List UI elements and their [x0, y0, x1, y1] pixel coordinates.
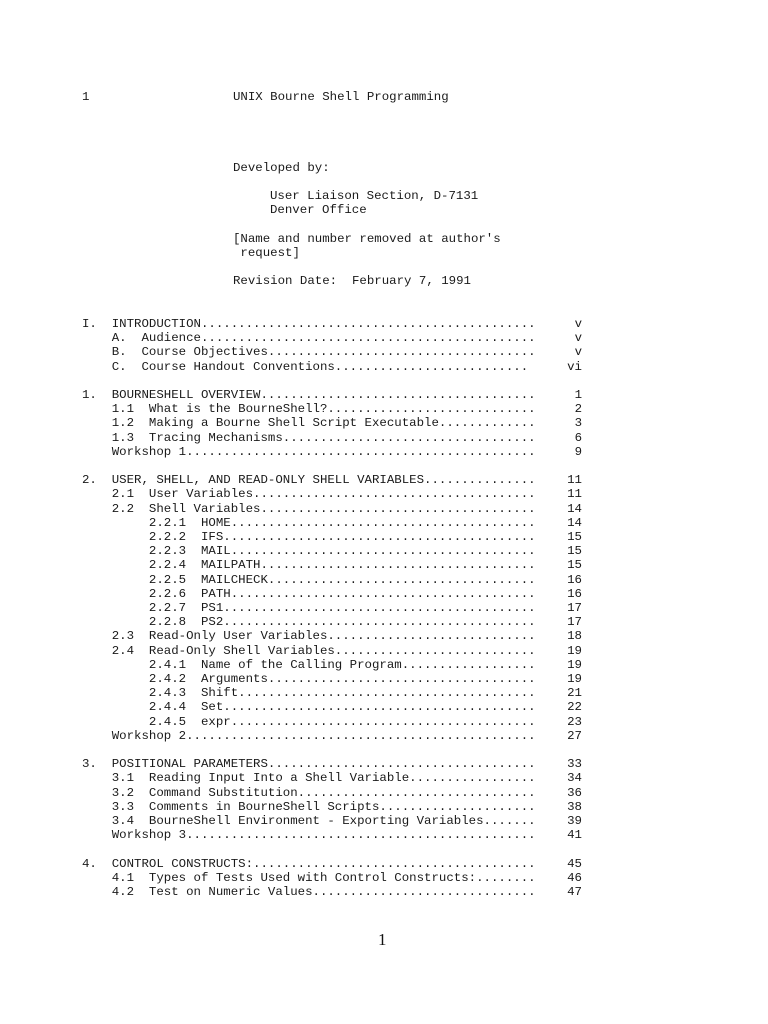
toc-entry-page: 23 — [567, 714, 582, 729]
toc-entry-page: 11 — [567, 487, 582, 502]
toc-entry-label: 2.3 Read-Only User Variables............................ — [82, 629, 536, 644]
toc-entry — [82, 360, 582, 374]
footer-page-number: 1 — [378, 930, 387, 949]
toc-entry-page: 21 — [567, 686, 582, 701]
toc-entry-label: 2.4.2 Arguments.................................... — [82, 672, 536, 686]
toc-entry — [82, 388, 582, 402]
toc-entry-label: 2.2.7 PS1.......................................... — [82, 601, 536, 615]
toc-entry — [82, 473, 582, 487]
toc-entry — [82, 700, 582, 714]
toc-entry — [82, 345, 582, 359]
toc-entry-page: 17 — [567, 601, 582, 615]
toc-entry-label: 2.4 Read-Only Shell Variables........................... — [82, 643, 536, 658]
toc-entry-label: 2.2 Shell Variables..................................... — [82, 501, 536, 516]
toc-entry — [82, 771, 582, 785]
toc-entry-page: 11 — [567, 473, 582, 488]
toc-entry — [82, 786, 582, 800]
toc-entry — [82, 573, 582, 587]
toc-entry-page: 38 — [567, 799, 582, 814]
toc-entry-page: 33 — [567, 757, 582, 772]
toc-entry-label: 2.2.8 PS2.......................................... — [82, 615, 536, 630]
toc-entry-label: 2. USER, SHELL, AND READ-ONLY SHELL VARIABLES............... — [82, 473, 536, 488]
toc-entry-page: vi — [567, 359, 582, 374]
toc-entry — [82, 502, 582, 516]
toc-entry — [82, 516, 582, 530]
toc-entry — [82, 729, 582, 743]
toc-entry-page: 9 — [574, 444, 582, 459]
toc-entry — [82, 431, 582, 445]
toc-entry-label: 2.2.3 MAIL......................................... — [82, 544, 536, 559]
toc-entry-page: 15 — [567, 544, 582, 559]
toc-entry-page: 17 — [567, 615, 582, 630]
toc-spacer — [82, 842, 582, 856]
toc-entry — [82, 800, 582, 814]
toc-entry-label: 2.2.1 HOME......................................... — [82, 515, 536, 530]
toc-entry-page: 16 — [567, 572, 582, 587]
toc-entry-page: v — [574, 317, 582, 331]
toc-entry-label: 3.1 Reading Input Into a Shell Variable................. — [82, 771, 536, 786]
toc-entry-page: 27 — [567, 728, 582, 743]
toc-entry-page: 46 — [567, 870, 582, 885]
document-title: UNIX Bourne Shell Programming — [233, 90, 449, 104]
organization-line-1: User Liaison Section, D-7131 — [270, 189, 479, 203]
toc-entry-page: 47 — [567, 885, 582, 899]
toc-entry — [82, 757, 582, 771]
toc-entry-label: 2.4.5 expr......................................... — [82, 714, 536, 729]
toc-entry — [82, 828, 582, 842]
toc-entry-label: B. Course Objectives.................................... — [82, 345, 536, 360]
toc-entry-label: 3.4 BourneShell Environment - Exporting Variables....... — [82, 814, 536, 828]
toc-entry — [82, 686, 582, 700]
toc-entry-page: 39 — [567, 814, 582, 828]
toc-entry — [82, 871, 582, 885]
toc-entry — [82, 331, 582, 345]
toc-entry — [82, 601, 582, 615]
header-page-number: 1 — [82, 90, 90, 104]
toc-entry-page: v — [574, 331, 582, 346]
toc-entry-label: 4.2 Test on Numeric Values.............................. — [82, 885, 536, 899]
toc-entry-page: 14 — [567, 501, 582, 516]
toc-entry-page: 19 — [567, 643, 582, 658]
toc-entry-page: 15 — [567, 558, 582, 573]
toc-entry-label: 4.1 Types of Tests Used with Control Constructs:........ — [82, 870, 536, 885]
revision-date: Revision Date: February 7, 1991 — [233, 274, 471, 288]
toc-entry — [82, 644, 582, 658]
toc-entry — [82, 445, 582, 459]
toc-entry-page: 18 — [567, 629, 582, 644]
toc-entry — [82, 402, 582, 416]
toc-entry-label: I. INTRODUCTION............................................. — [82, 317, 536, 331]
toc-entry-label: 3.3 Comments in BourneShell Scripts..................... — [82, 799, 536, 814]
toc-entry-label: Workshop 1............................................... — [82, 444, 536, 459]
toc-entry — [82, 530, 582, 544]
toc-entry-label: Workshop 2............................................... — [82, 728, 536, 743]
toc-entry-page: 3 — [574, 416, 582, 431]
toc-entry-label: 2.2.6 PATH......................................... — [82, 586, 536, 601]
toc-entry-label: 2.1 User Variables...................................... — [82, 487, 536, 502]
toc-entry-label: 2.4.1 Name of the Calling Program.................. — [82, 657, 536, 672]
toc-entry — [82, 587, 582, 601]
toc-entry-page: 22 — [567, 700, 582, 715]
toc-entry-label: 3. POSITIONAL PARAMETERS.................................... — [82, 757, 536, 772]
toc-entry-label: A. Audience............................................. — [82, 331, 536, 346]
toc-entry-page: 6 — [574, 430, 582, 445]
toc-entry-page: 41 — [567, 828, 582, 843]
toc-entry — [82, 629, 582, 643]
toc-entry-label: 3.2 Command Substitution................................ — [82, 785, 536, 800]
toc-entry — [82, 658, 582, 672]
toc-entry — [82, 487, 582, 501]
toc-entry-label: 4. CONTROL CONSTRUCTS:...................................... — [82, 856, 536, 871]
toc-entry — [82, 715, 582, 729]
toc-entry — [82, 672, 582, 686]
toc-entry-label: 2.2.5 MAILCHECK.................................... — [82, 572, 536, 587]
toc-entry-label: 1. BOURNESHELL OVERVIEW..................................... — [82, 388, 536, 402]
toc-entry-page: 1 — [574, 388, 582, 402]
toc-entry-page: 14 — [567, 515, 582, 530]
toc-entry — [82, 885, 582, 899]
toc-entry-label: Workshop 3............................................... — [82, 828, 536, 843]
toc-entry — [82, 416, 582, 430]
organization-line-2: Denver Office — [270, 203, 367, 217]
toc-entry-page: 19 — [567, 657, 582, 672]
toc-entry — [82, 544, 582, 558]
toc-entry-label: 1.3 Tracing Mechanisms.................................. — [82, 430, 536, 445]
toc-entry — [82, 814, 582, 828]
toc-entry-label: 2.4.3 Shift........................................ — [82, 686, 536, 701]
toc-spacer — [82, 459, 582, 473]
toc-entry-label: 1.2 Making a Bourne Shell Script Executable............. — [82, 416, 536, 431]
toc-entry-page: v — [574, 345, 582, 360]
toc-entry — [82, 317, 582, 331]
toc-entry-page: 34 — [567, 771, 582, 786]
toc-entry-label: 1.1 What is the BourneShell?............................ — [82, 402, 536, 417]
toc-entry-page: 45 — [567, 856, 582, 871]
toc-entry-label: 2.2.4 MAILPATH..................................... — [82, 558, 536, 573]
toc-entry — [82, 615, 582, 629]
toc-entry — [82, 558, 582, 572]
toc-entry-page: 15 — [567, 530, 582, 544]
toc-entry-page: 16 — [567, 586, 582, 601]
developed-by-label: Developed by: — [233, 161, 330, 175]
removed-note-line-2: request] — [233, 246, 300, 260]
toc-spacer — [82, 374, 582, 388]
removed-note-line-1: [Name and number removed at author's — [233, 232, 501, 246]
toc-spacer — [82, 743, 582, 757]
toc-entry-label: 2.2.2 IFS.......................................... — [82, 530, 536, 544]
toc-entry — [82, 857, 582, 871]
toc-entry-label: C. Course Handout Conventions.......................... — [82, 359, 529, 374]
toc-entry-page: 2 — [574, 402, 582, 417]
toc-entry-page: 36 — [567, 785, 582, 800]
toc-entry-page: 19 — [567, 672, 582, 686]
toc-entry-label: 2.4.4 Set.......................................... — [82, 700, 536, 715]
